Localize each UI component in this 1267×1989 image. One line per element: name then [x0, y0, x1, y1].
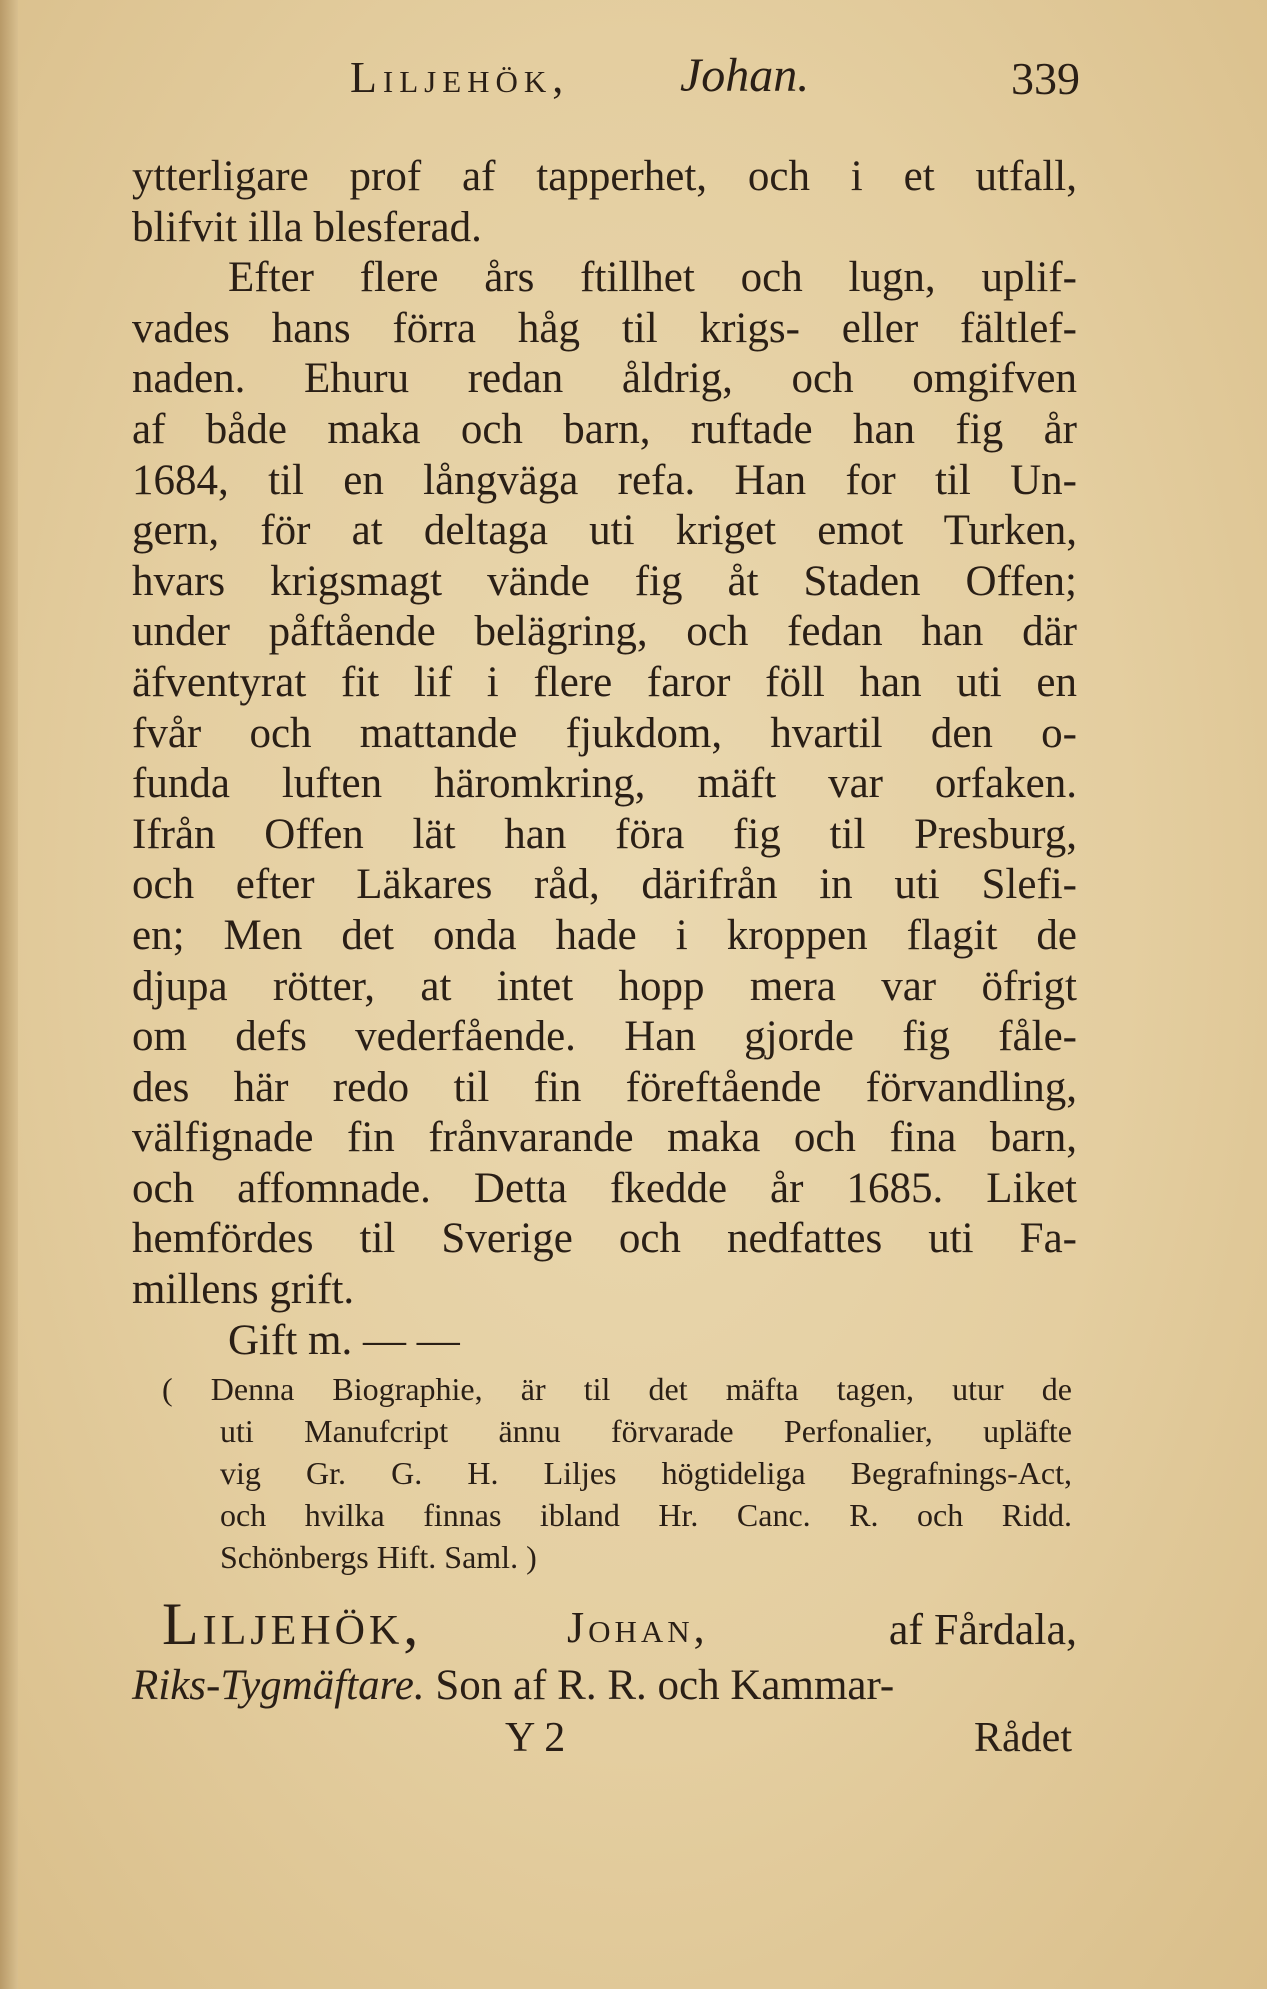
text-line: des här redo til fin föreftående förvandling,: [132, 1063, 1077, 1111]
footnote-line: uti Manufcript ännu förvarade Perfonalier, upläfte: [220, 1413, 1072, 1449]
next-entry-given-name: Johan,: [567, 1603, 709, 1652]
text-line: 1684, til en långväga refa. Han for til Un-: [132, 456, 1077, 504]
text-line: blifvit illa blesferad.: [132, 203, 482, 251]
text-line: af både maka och barn, ruftade han fig år: [132, 405, 1077, 453]
text-line: millens grift.: [132, 1266, 355, 1314]
text-line: äfventyrat fit lif i flere faror föll han uti en: [132, 658, 1077, 706]
next-entry-title: Riks-Tygmäftare.: [132, 1662, 425, 1709]
footnote-line: och hvilka finnas ibland Hr. Canc. R. och Ridd.: [220, 1497, 1072, 1533]
footnote: [162, 1368, 1072, 1578]
running-head: [350, 49, 1080, 112]
text-line: och affomnade. Detta fkedde år 1685. Liket: [132, 1164, 1077, 1212]
next-entry-estate: af Fårdala,: [888, 1605, 1077, 1654]
text-line: och efter Läkares råd, därifrån in uti Slefi-: [132, 861, 1077, 909]
text-line: om defs vederfående. Han gjorde fig fåle-: [132, 1013, 1077, 1061]
text-line: under påftående belägring, och fedan han där: [132, 608, 1077, 656]
signature-mark: Y 2: [505, 1715, 566, 1761]
page-number: 339: [1011, 53, 1080, 104]
text-line: naden. Ehuru redan åldrig, och omgifven: [132, 355, 1077, 403]
text-line: vades hans förra håg til krigs- eller fältlef-: [132, 304, 1077, 352]
text-line: hvars krigsmagt vände fig åt Staden Offen;: [132, 557, 1077, 605]
running-head-surname: Liljehök,: [350, 53, 570, 102]
text-line: en; Men det onda hade i kroppen flagit de: [132, 911, 1077, 959]
catchword: Rådet: [974, 1715, 1072, 1761]
text-line: Ifrån Offen lät han föra fig til Presburg,: [132, 810, 1077, 858]
page-gutter: [0, 0, 18, 1989]
footnote-line: Schönbergs Hift. Saml. ): [220, 1539, 537, 1575]
next-entry-heading: [162, 1590, 1077, 1660]
footnote-line: vig Gr. G. H. Liljes högtideliga Begrafnings-Act,: [220, 1455, 1072, 1491]
next-entry-surname: Liljehök,: [162, 1591, 423, 1657]
next-entry-parentage: Son af R. R. och Kammar-: [435, 1662, 895, 1709]
text-line: funda luften häromkring, mäft var orfaken.: [132, 760, 1077, 808]
text-line: hemfördes til Sverige och nedfattes uti Fa-: [132, 1215, 1077, 1263]
next-entry-line: [132, 1660, 1077, 1712]
footnote-line: ( Denna Biographie, är til det mäfta tagen, utur de: [162, 1371, 1072, 1407]
text-line: gern, för at deltaga uti kriget emot Turken,: [132, 507, 1077, 555]
marriage-line: Gift m. — —: [228, 1316, 460, 1364]
running-head-given-name: Johan.: [680, 49, 810, 102]
text-line: fvår och mattande fjukdom, hvartil den o-: [132, 709, 1077, 757]
text-line: djupa rötter, at intet hopp mera var öfrigt: [132, 962, 1077, 1010]
body-text: [132, 152, 1077, 1366]
text-line: Efter flere års ftillhet och lugn, uplif-: [228, 254, 1077, 302]
text-line: ytterligare prof af tapperhet, och i et utfall,: [132, 153, 1077, 200]
text-line: välfignade fin frånvarande maka och fina barn,: [132, 1114, 1077, 1162]
